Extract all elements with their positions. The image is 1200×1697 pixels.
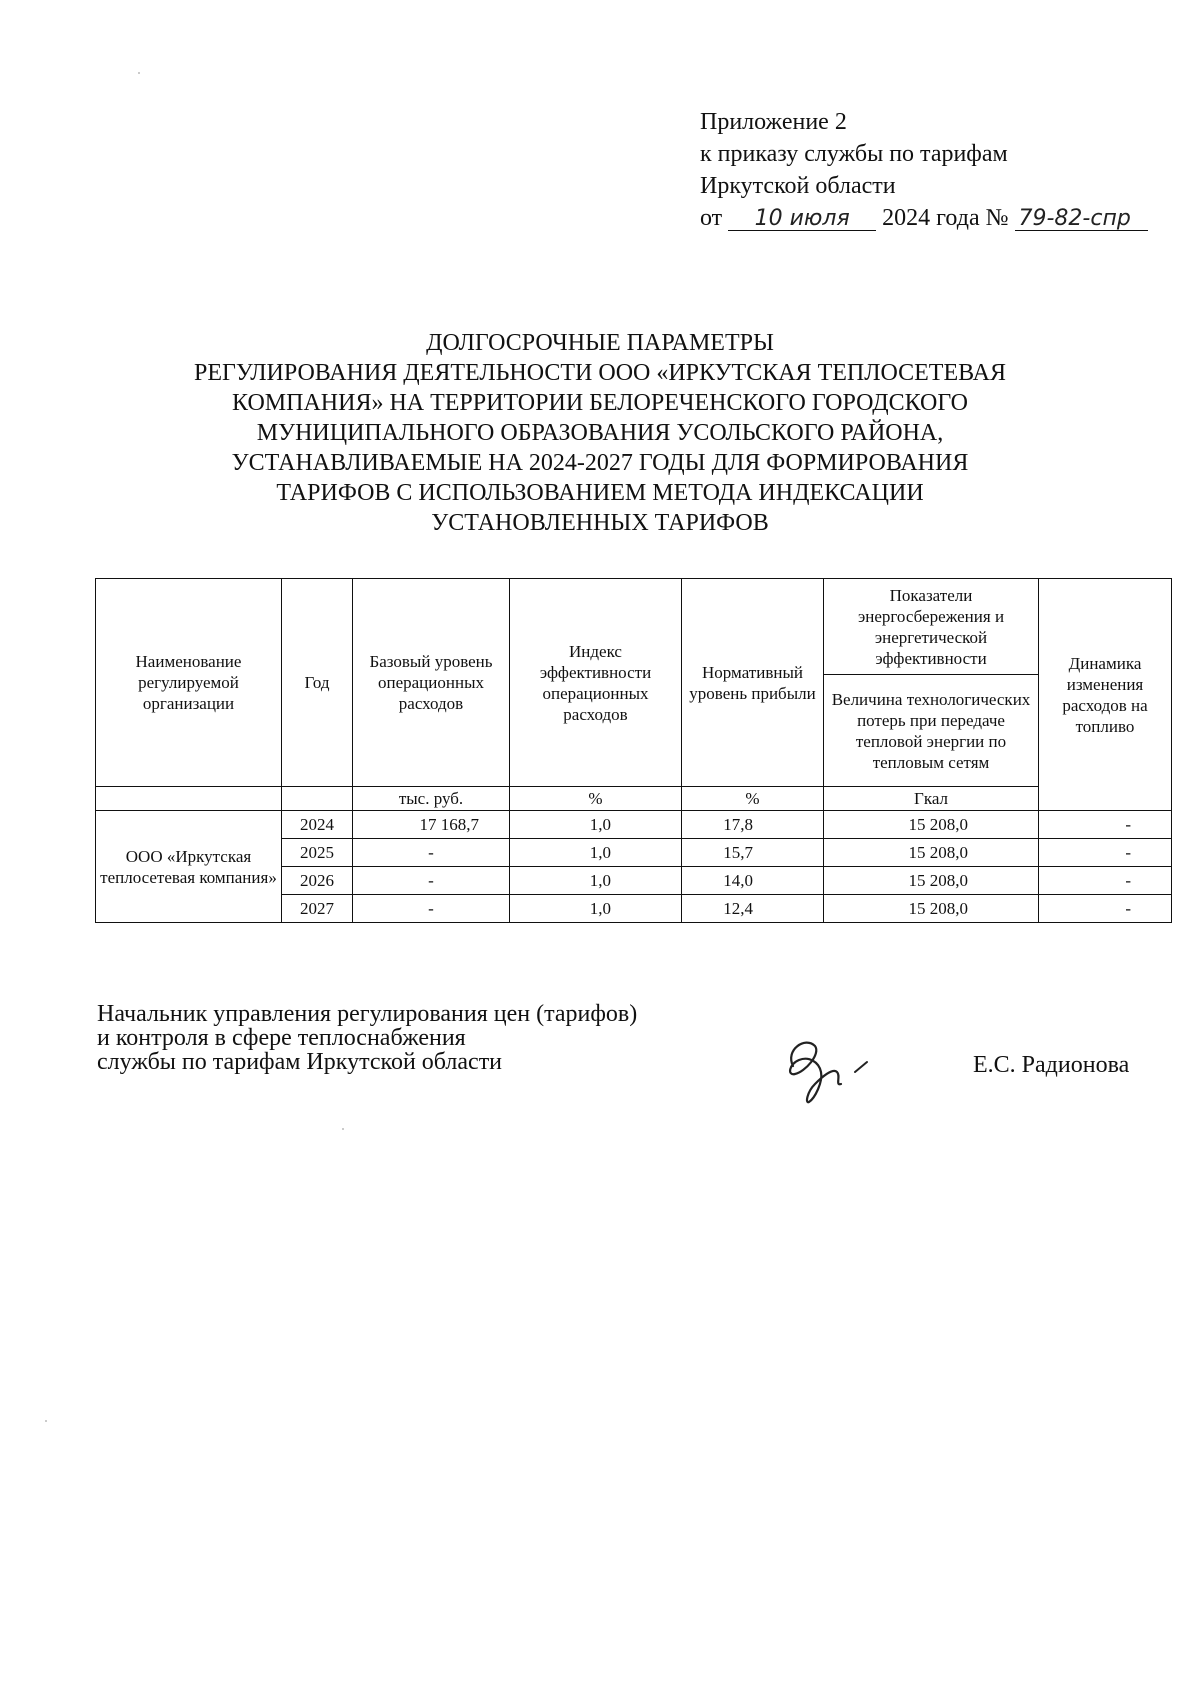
- cell-losses: 15 208,0: [824, 811, 1039, 839]
- header-profit-level: Нормативный уровень прибыли: [682, 579, 824, 787]
- unit-index: %: [510, 787, 682, 811]
- year-text: 2024 года №: [882, 205, 1009, 231]
- scan-speck: [342, 1128, 344, 1130]
- appendix-line-3: Иркутской области: [700, 173, 896, 199]
- cell-year: 2027: [282, 895, 353, 923]
- table-row: [96, 811, 1172, 839]
- cell-profit: 15,7: [682, 839, 824, 867]
- cell-fuel: -: [1039, 811, 1172, 839]
- appendix-header: [700, 106, 1148, 234]
- cell-fuel: -: [1039, 839, 1172, 867]
- cell-base: 17 168,7: [353, 811, 510, 839]
- title-line: ДОЛГОСРОЧНЫЕ ПАРАМЕТРЫ: [426, 330, 774, 356]
- header-base-level: Базовый уровень операционных расходов: [353, 579, 510, 787]
- units-empty-org: [96, 787, 282, 811]
- title-line: РЕГУЛИРОВАНИЯ ДЕЯТЕЛЬНОСТИ ООО «ИРКУТСКАЯ ТЕПЛОСЕТЕВАЯ: [194, 360, 1006, 386]
- handwritten-signature: [775, 1028, 885, 1113]
- signatory-position-line-2: и контроля в сфере теплоснабжения: [97, 1025, 466, 1051]
- header-efficiency-index: Индекс эффективности операционных расходов: [510, 579, 682, 787]
- title-line: КОМПАНИЯ» НА ТЕРРИТОРИИ БЕЛОРЕЧЕНСКОГО ГОРОДСКОГО: [232, 390, 968, 416]
- appendix-line-1: Приложение 2: [700, 109, 847, 135]
- title-line: МУНИЦИПАЛЬНОГО ОБРАЗОВАНИЯ УСОЛЬСКОГО РАЙОНА,: [256, 420, 944, 446]
- unit-losses: Гкал: [824, 787, 1039, 811]
- header-fuel-dynamics: Динамика изменения расходов на топливо: [1039, 579, 1172, 811]
- unit-base: тыс. руб.: [353, 787, 510, 811]
- parameters-table: [95, 578, 1172, 923]
- units-empty-year: [282, 787, 353, 811]
- cell-profit: 14,0: [682, 867, 824, 895]
- cell-profit: 12,4: [682, 895, 824, 923]
- cell-fuel: -: [1039, 867, 1172, 895]
- document-title: [150, 328, 1050, 538]
- cell-fuel: -: [1039, 895, 1172, 923]
- header-heat-losses: Величина технологических потерь при передаче тепловой энергии по тепловым сетям: [824, 675, 1039, 787]
- signatory-position-line-3: службы по тарифам Иркутской области: [97, 1049, 503, 1075]
- handwritten-date: 10 июля: [728, 208, 876, 231]
- cell-index: 1,0: [510, 811, 682, 839]
- cell-year: 2025: [282, 839, 353, 867]
- cell-index: 1,0: [510, 839, 682, 867]
- header-energy-group: Показатели энергосбережения и энергетической эффективности: [824, 579, 1039, 675]
- unit-profit: %: [682, 787, 824, 811]
- appendix-date-line: [700, 202, 1148, 234]
- signatory-position-line-1: Начальник управления регулирования цен (тарифов): [97, 1001, 638, 1027]
- scan-speck: [138, 72, 140, 74]
- title-line: УСТАНОВЛЕННЫХ ТАРИФОВ: [431, 510, 769, 536]
- signer-name: Е.С. Радионова: [973, 1052, 1130, 1078]
- cell-losses: 15 208,0: [824, 895, 1039, 923]
- signature-block: [97, 1002, 637, 1074]
- appendix-line-2: к приказу службы по тарифам: [700, 141, 1008, 167]
- scan-speck: [45, 1420, 47, 1422]
- organization-name: ООО «Иркутская теплосетевая компания»: [96, 811, 282, 923]
- cell-year: 2024: [282, 811, 353, 839]
- cell-index: 1,0: [510, 895, 682, 923]
- cell-base: -: [353, 895, 510, 923]
- header-year: Год: [282, 579, 353, 787]
- handwritten-order-number: 79-82-спр: [1015, 208, 1148, 231]
- header-organization: Наименование регулируемой организации: [96, 579, 282, 787]
- title-line: УСТАНАВЛИВАЕМЫЕ НА 2024-2027 ГОДЫ ДЛЯ ФОРМИРОВАНИЯ: [231, 450, 969, 476]
- cell-base: -: [353, 867, 510, 895]
- cell-losses: 15 208,0: [824, 839, 1039, 867]
- cell-losses: 15 208,0: [824, 867, 1039, 895]
- cell-profit: 17,8: [682, 811, 824, 839]
- title-line: ТАРИФОВ С ИСПОЛЬЗОВАНИЕМ МЕТОДА ИНДЕКСАЦИИ: [276, 480, 924, 506]
- cell-year: 2026: [282, 867, 353, 895]
- date-prefix: от: [700, 205, 723, 231]
- cell-index: 1,0: [510, 867, 682, 895]
- cell-base: -: [353, 839, 510, 867]
